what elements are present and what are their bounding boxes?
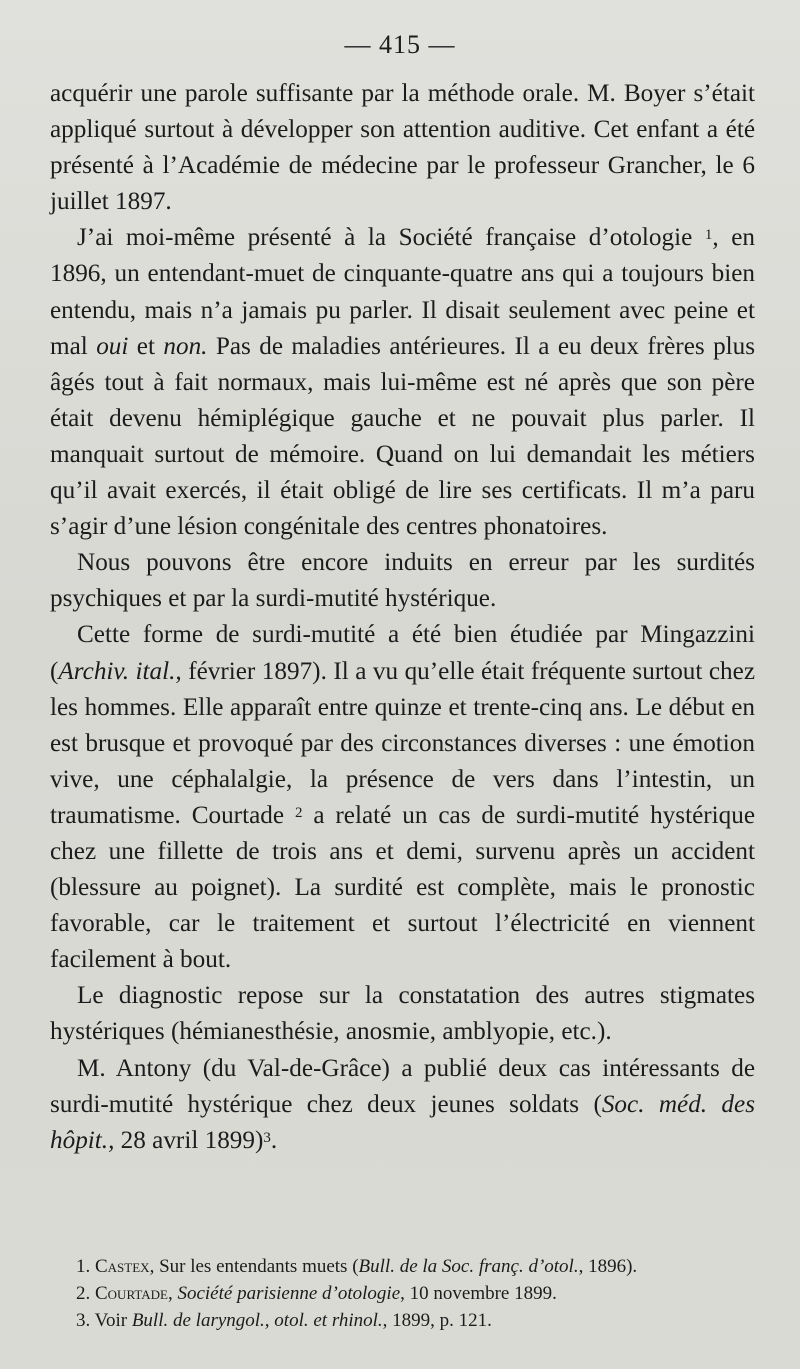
footnote-ref-3[interactable]: 3: [263, 1129, 271, 1146]
paragraph-4-text-a: Cette forme de surdi-mutité a été bien étudiée par Mingazzini (: [50, 621, 755, 685]
footnote-1-citation: Bull. de la Soc. franç. d’otol.: [358, 1256, 579, 1277]
page-body: [50, 76, 755, 1159]
footnote-3-number: 3.: [76, 1310, 91, 1331]
paragraph-3: [50, 545, 755, 617]
paragraph-2: [50, 220, 755, 545]
paragraph-4-text-b: février 1897). Il a vu qu’elle était fréquente surtout chez les hommes. Elle apparaît entre quinze et trente-cinq ans. Le début en est brusque et provoqué par des circonstances diverses : une émotion vive, une céphalalgie, la présence de vers dans l’intestin, un traumatisme. Courtade: [50, 657, 756, 829]
footnote-3-pre: Voir: [94, 1310, 132, 1331]
footnote-1-pre: , Sur les entendants muets (: [149, 1256, 359, 1277]
footnote-ref-1[interactable]: 1: [704, 227, 713, 244]
footnote-2-post: , 10 novembre 1899.: [400, 1283, 557, 1304]
footnote-2-pre: ,: [167, 1283, 178, 1304]
footnote-3-citation: Bull. de laryngol., otol. et rhinol.: [131, 1310, 383, 1331]
paragraph-6-text-b: 28 avril 1899): [120, 1126, 264, 1154]
footnote-2: [76, 1280, 766, 1307]
italic-oui: oui: [96, 332, 129, 360]
paragraph-2-text-b: , en 1896, un entendant-muet de cinquante-quatre ans qui a toujours bien entendu, mais n’a jamais pu parler. Il disait seulement avec peine et mal: [50, 224, 755, 360]
page-number: — 415 —: [344, 30, 456, 59]
footnote-2-author: Courtade: [95, 1283, 168, 1304]
paragraph-2-text-c: Pas de maladies antérieures. Il a eu deux frères plus âgés tout à fait normaux, mais lui-même est né après que son père était devenu hémiplégique gauche et ne pouvait plus parler. Il manquait surtout de mémoire. Quand on lui demandait les métiers qu’il avait exercés, il était obligé de lire ses certificats. Il m’a paru s’agir d’une lésion congénitale des centres phonatoires.: [50, 332, 756, 541]
paragraph-4-text-c: a relaté un cas de surdi-mutité hystérique chez une fillette de trois ans et demi, survenu après un accident (blessure au poignet). La surdité est complète, mais le pronostic favorable, car le traitement et surtout l’électricité en viennent facilement à bout.: [50, 801, 756, 974]
footnote-1: [76, 1253, 766, 1280]
footnote-2-citation: Société parisienne d’otologie: [177, 1283, 401, 1304]
word-et: et: [136, 332, 155, 360]
citation-soc-med: Soc. méd. des hôpit.,: [50, 1090, 755, 1154]
paragraph-5: [50, 978, 755, 1050]
footnotes: [76, 1253, 766, 1334]
citation-archiv-ital: Archiv. ital.,: [58, 657, 182, 685]
paragraph-4: [50, 617, 755, 978]
paragraph-6-text-c: .: [270, 1126, 278, 1154]
footnote-ref-2[interactable]: 2: [294, 804, 303, 821]
paragraph-6-text-a: M. Antony (du Val-de-Grâce) a publié deux cas intéressants de surdi-mutité hystérique chez deux jeunes soldats (: [50, 1054, 755, 1118]
paragraph-1: [50, 76, 755, 220]
paragraph-1-text: acquérir une parole suffisante par la méthode orale. M. Boyer s’était appliqué surtout à développer son attention auditive. Cet enfant a été présenté à l’Académie de médecine par le professeur Grancher, le 6 juillet 1897.: [50, 80, 755, 216]
paragraph-2-text-a: J’ai moi-même présenté à la Société française d’otologie: [77, 224, 693, 252]
italic-non: non.: [163, 332, 208, 360]
paragraph-5-text: Le diagnostic repose sur la constatation des autres stigmates hystériques (hémianesthésie, anosmie, amblyopie, etc.).: [50, 982, 755, 1046]
footnote-1-post: , 1896).: [578, 1256, 638, 1277]
paragraph-3-text: Nous pouvons être encore induits en erreur par les surdités psychiques et par la surdi-mutité hystérique.: [50, 549, 755, 613]
footnote-2-number: 2.: [76, 1283, 91, 1304]
footnote-1-number: 1.: [76, 1256, 91, 1277]
paragraph-6: [50, 1051, 755, 1159]
footnote-3-post: , 1899, p. 121.: [382, 1310, 492, 1331]
footnote-3: [76, 1307, 766, 1334]
footnote-1-author: Castex: [95, 1256, 150, 1277]
